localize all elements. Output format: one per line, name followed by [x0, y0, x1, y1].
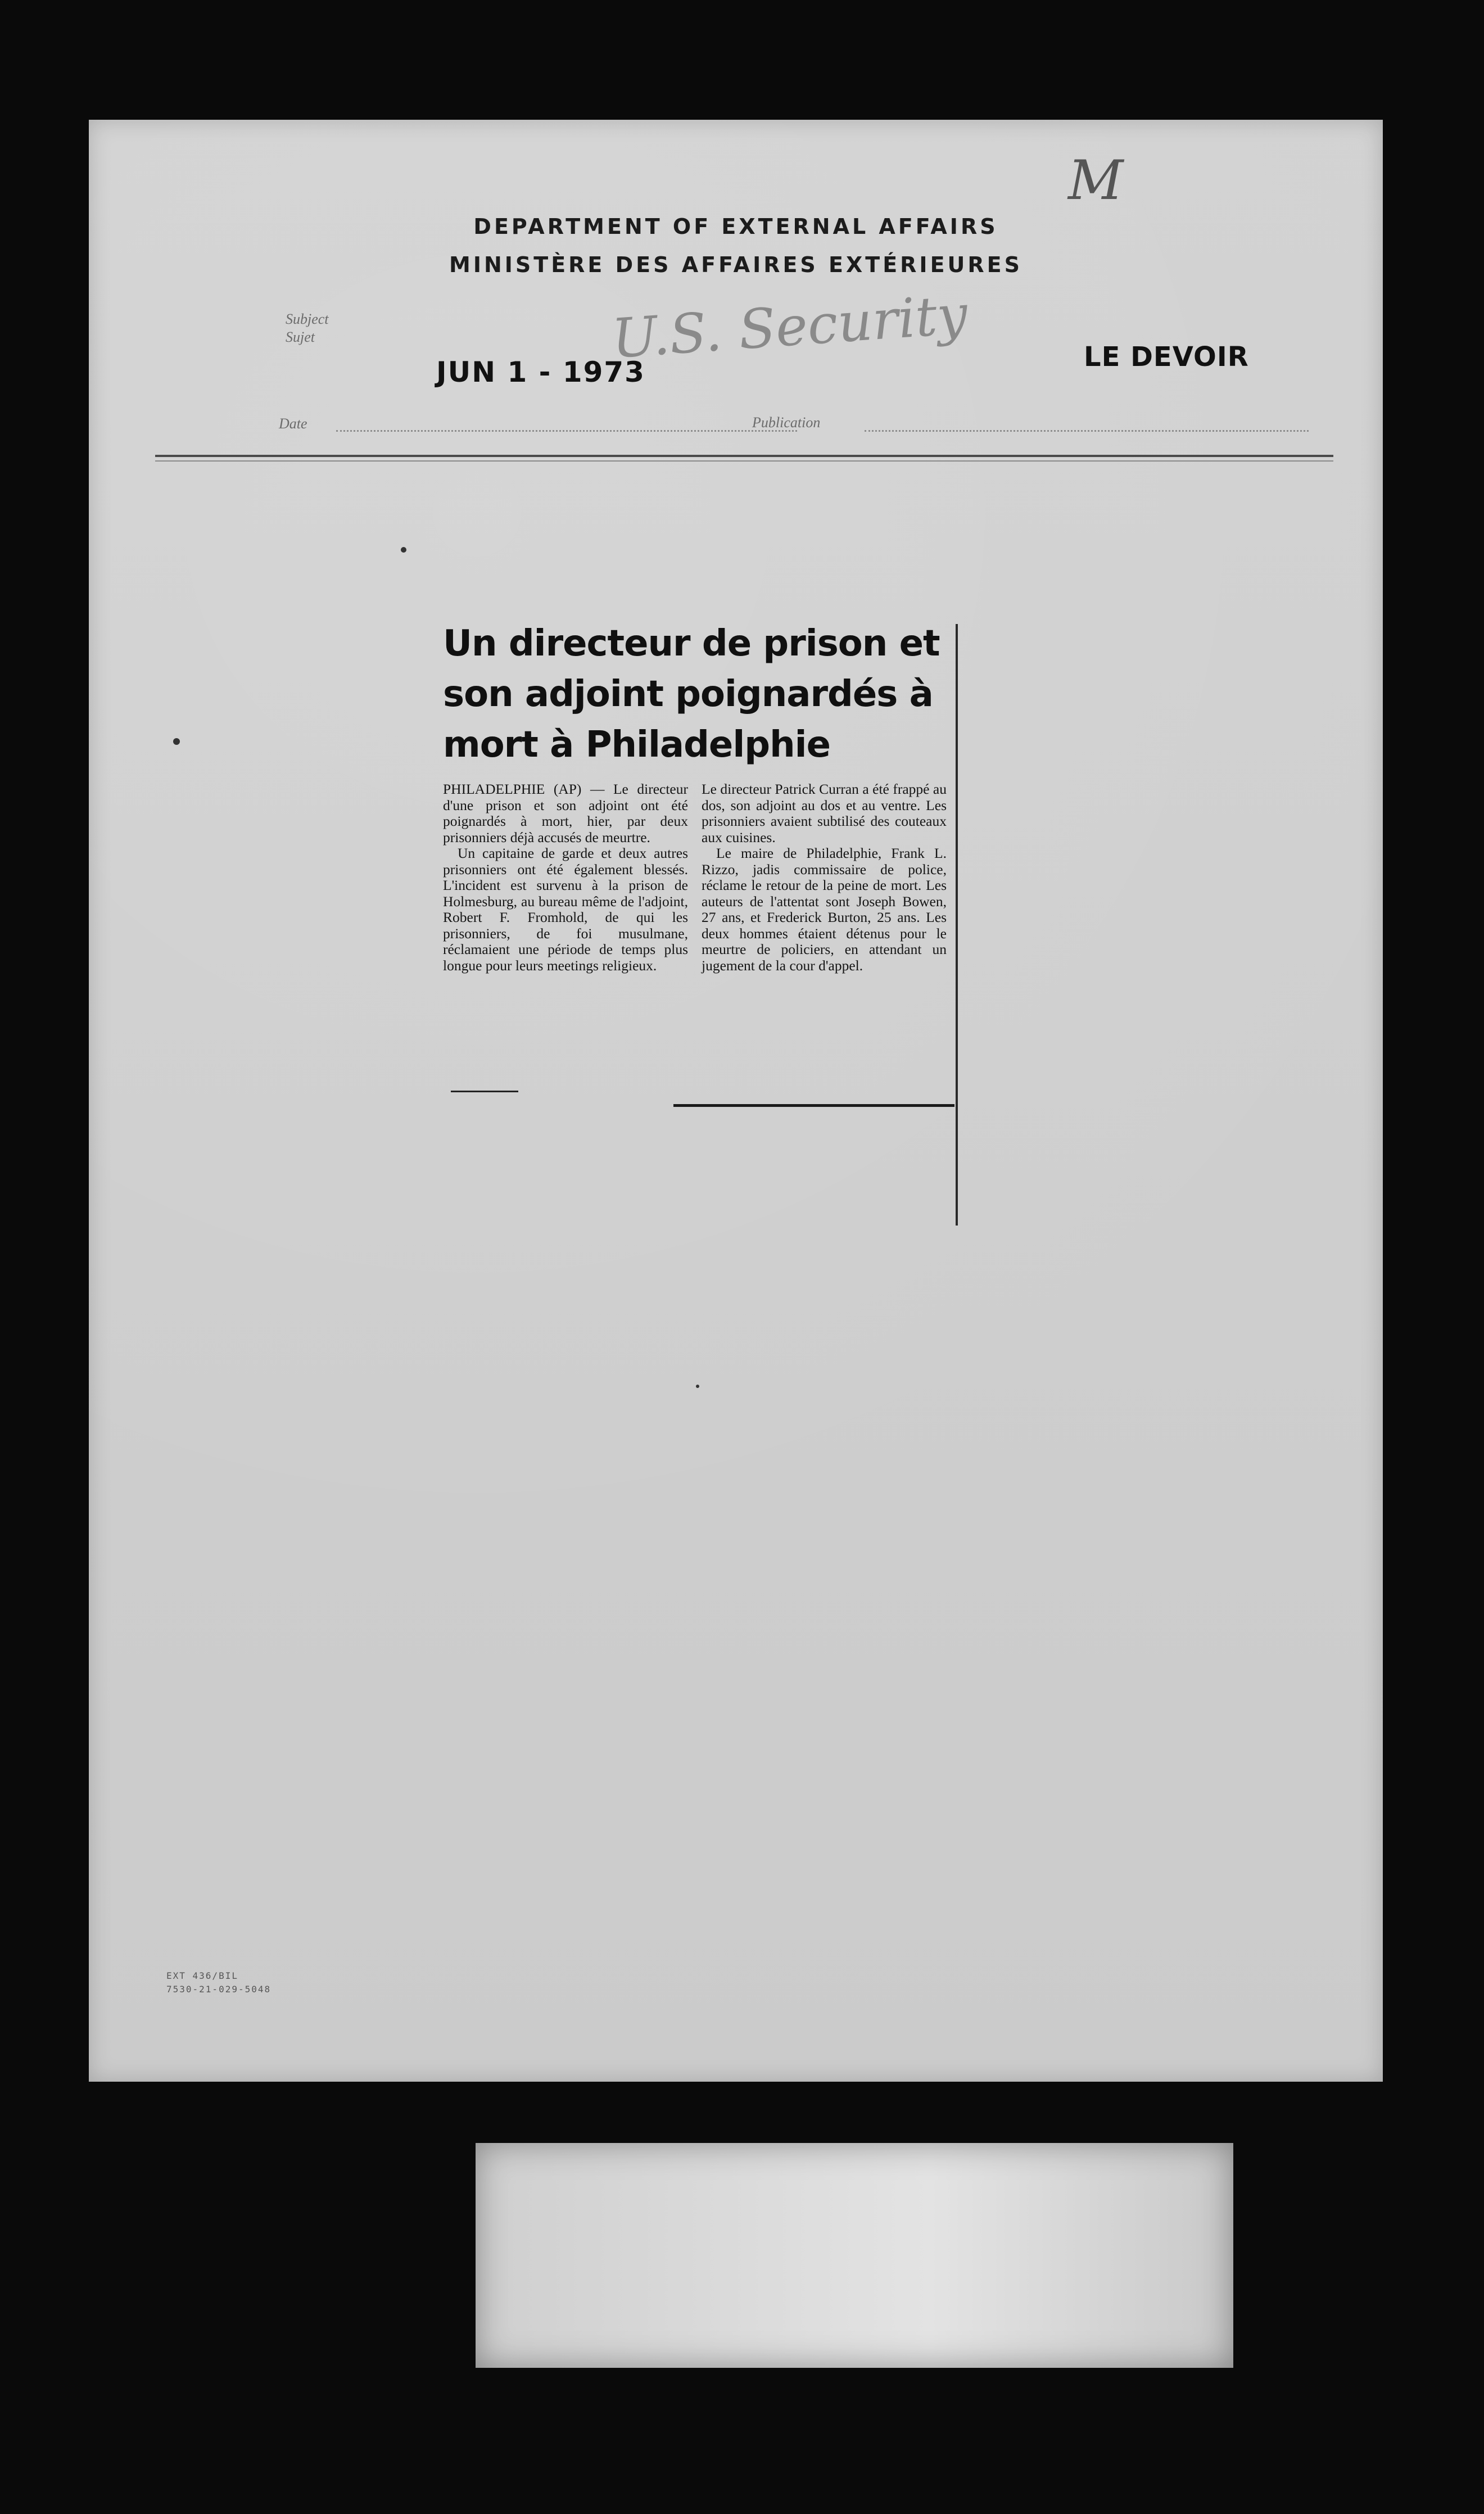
- clipping-bottom-rule-left: [451, 1091, 518, 1092]
- header-rule: [155, 455, 1333, 457]
- margin-mark: M: [1068, 149, 1124, 212]
- header-rule-thin: [155, 460, 1333, 462]
- speck: [173, 738, 180, 745]
- form-code-line2: 7530-21-029-5048: [166, 1984, 272, 1995]
- speck: [696, 1385, 699, 1388]
- article-paragraph: Un capitaine de garde et deux autres prisonniers ont été également blessés. L'incident est survenu à la prison de Holmesburg, au bureau même de l'adjoint, Robert F. Fromhold, de qui les prisonniers, de foi musulmane, réclamaient une période de temps plus longue pour leurs meetings religieux.: [443, 845, 688, 974]
- article-headline: Un directeur de prison et son adjoint poignardés à mort à Philadelphie: [443, 623, 940, 766]
- article-column-right: [702, 781, 947, 974]
- article-paragraph: Le directeur Patrick Curran a été frappé au dos, son adjoint au dos et au ventre. Les prisonniers avaient subtilisé des couteaux aux cuisines.: [702, 781, 947, 845]
- envelope-slip: [476, 2143, 1233, 2368]
- date-line: [336, 430, 797, 432]
- department-title-fr: MINISTÈRE DES AFFAIRES EXTÉRIEURES: [449, 252, 1022, 277]
- subject-handwritten: U.S. Security: [609, 283, 970, 370]
- newspaper-clipping: [443, 618, 954, 1107]
- form-code-line1: EXT 436/BIL: [166, 1970, 238, 1981]
- department-title-en: DEPARTMENT OF EXTERNAL AFFAIRS: [473, 214, 998, 239]
- speck: [401, 547, 406, 553]
- date-label: Date: [279, 415, 307, 432]
- subject-label: Subject: [286, 311, 329, 327]
- publication-label: Publication: [752, 414, 821, 431]
- date-value: JUN 1 - 1973: [436, 356, 645, 388]
- article-column-left: [443, 781, 688, 974]
- article-paragraph: Le maire de Philadelphie, Frank L. Rizzo, jadis commissaire de police, réclame le retour de la peine de mort. Les auteurs de l'attentat sont Joseph Bowen, 27 ans, et Frederick Burton, 25 ans. Les deux hommes étaient détenus pour le meurtre de policiers, en attendant un jugement de la cour d'appel.: [702, 845, 947, 974]
- clipping-edge: [956, 624, 958, 1226]
- article-paragraph: PHILADELPHIE (AP) — Le directeur d'une prison et son adjoint ont été poignardés à mort, hier, par deux prisonniers déjà accusés de meurtre.: [443, 781, 688, 845]
- clipping-bottom-rule: [673, 1104, 954, 1107]
- publication-value: LE DEVOIR: [1084, 341, 1249, 373]
- form-code: [166, 1969, 271, 1996]
- sujet-label: Sujet: [286, 329, 315, 345]
- publication-line: [865, 430, 1309, 432]
